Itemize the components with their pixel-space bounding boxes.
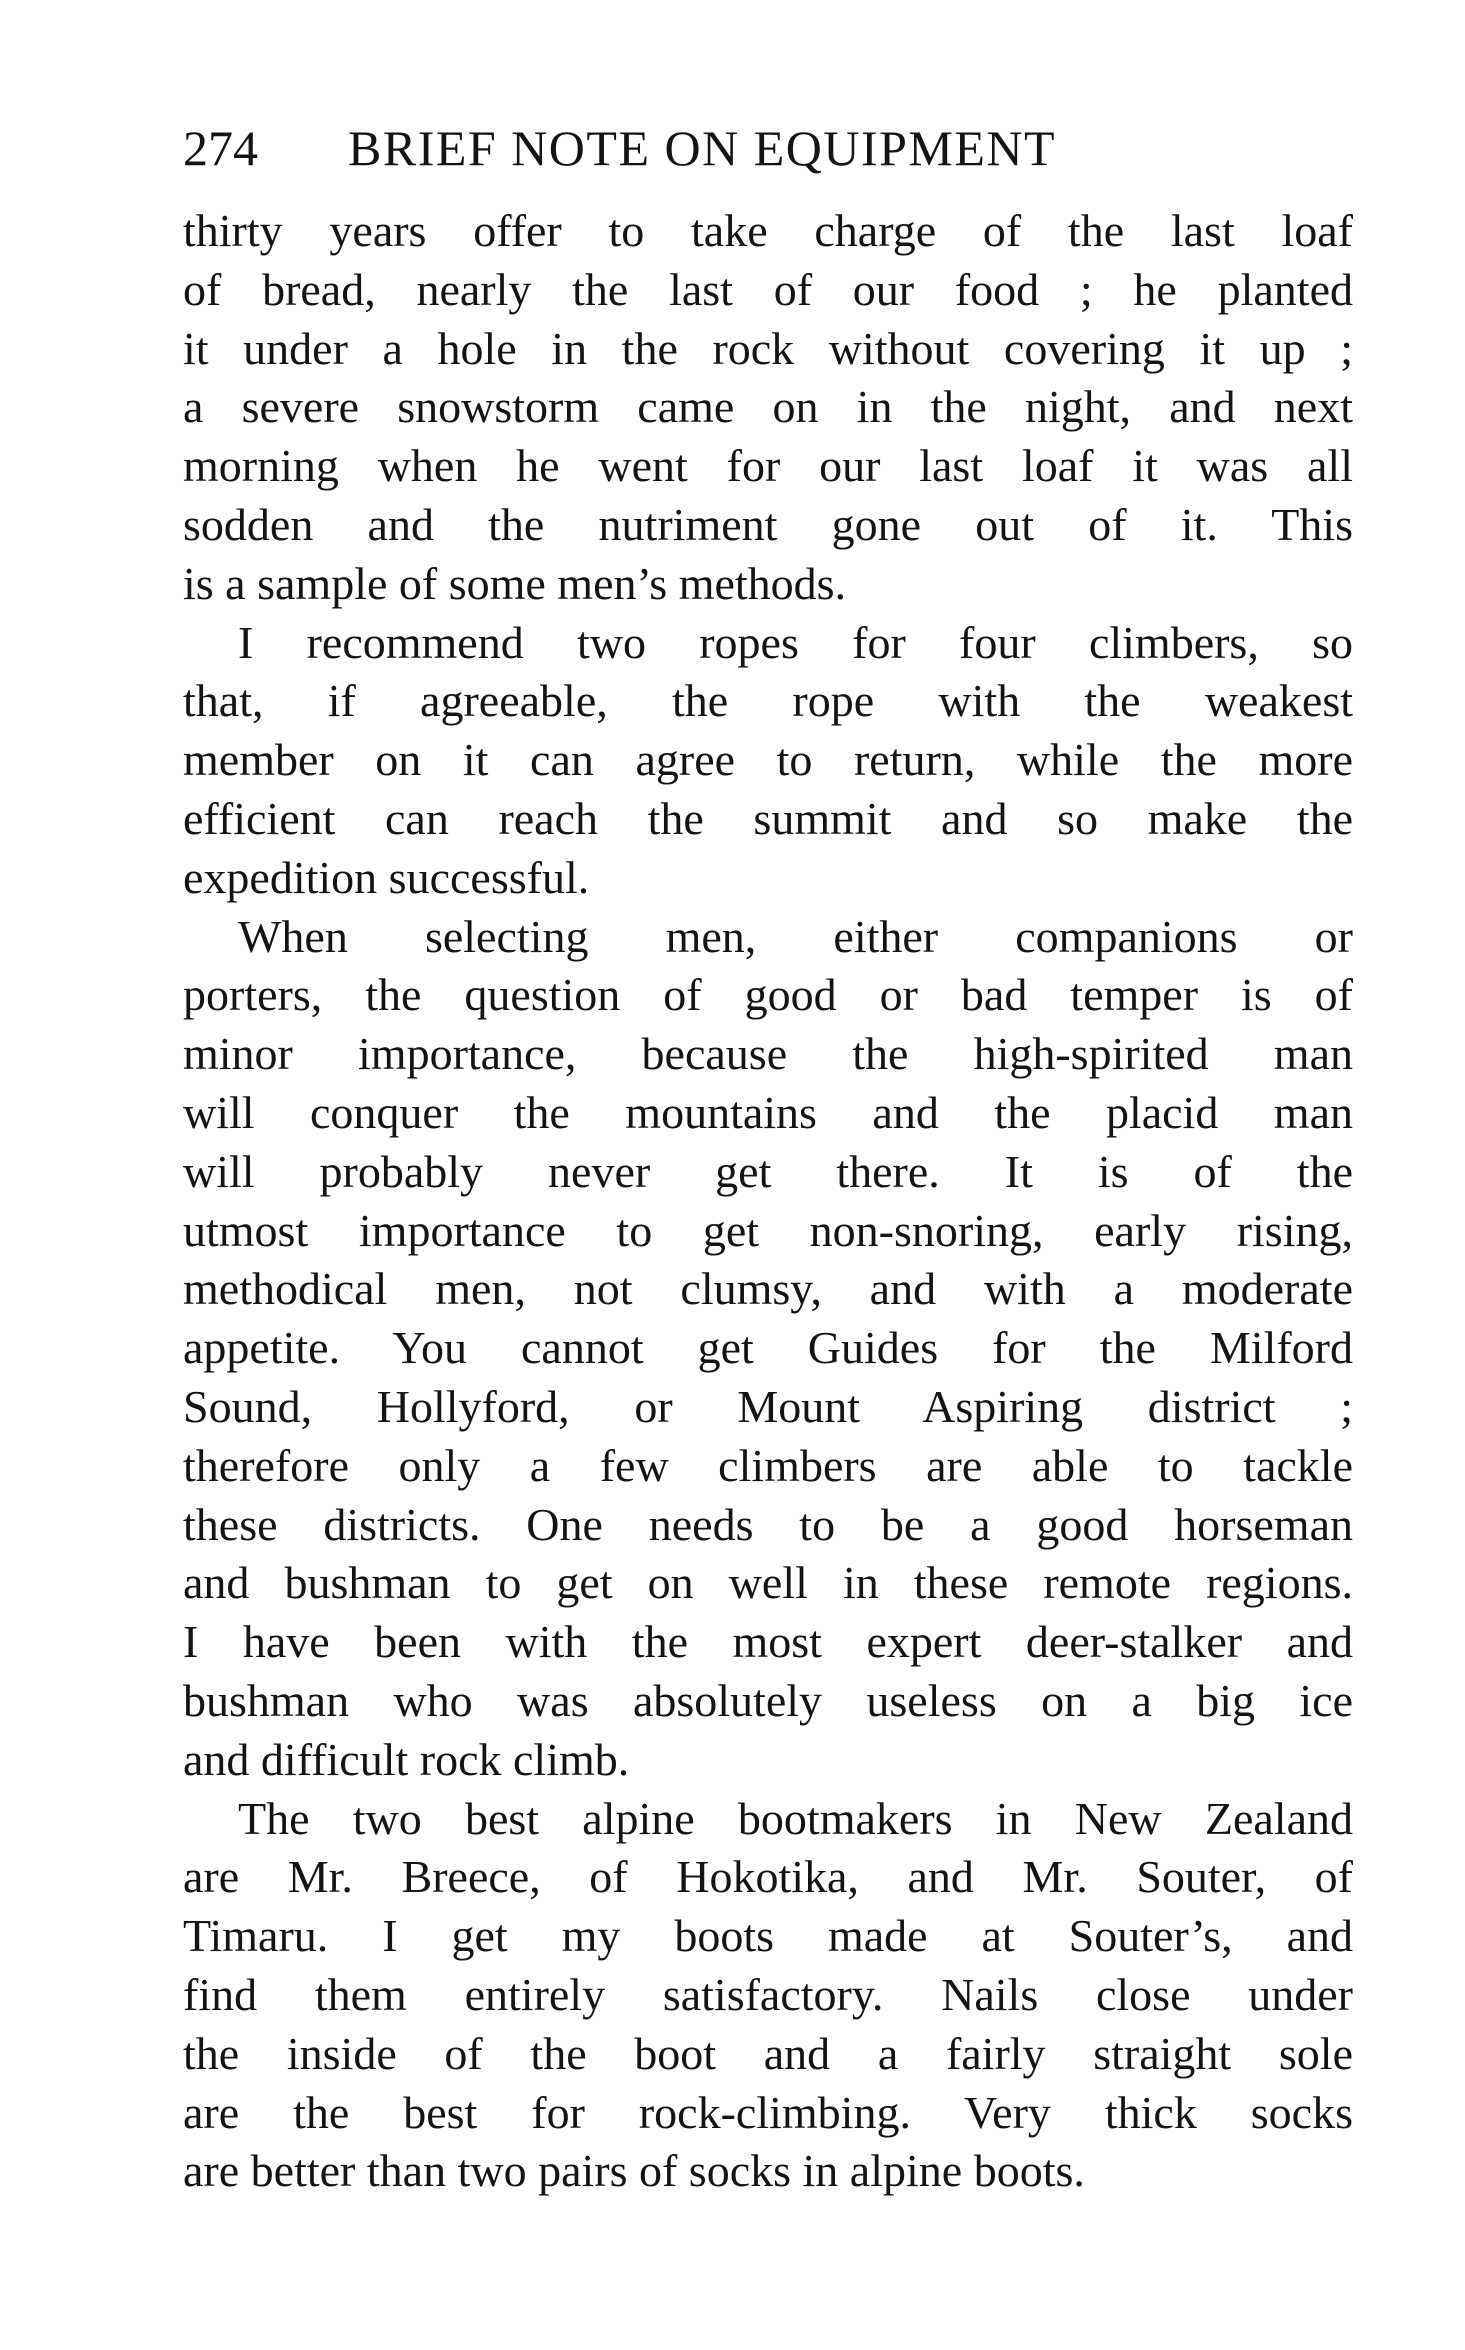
text-line: and difficult rock climb. bbox=[183, 1733, 630, 1785]
text-line: find them entirely satisfactory. Nails close under bbox=[183, 1968, 1353, 2020]
text-line: minor importance, because the high-spirited man bbox=[183, 1028, 1353, 1080]
text-line: the inside of the boot and a fairly straight sole bbox=[183, 2027, 1353, 2079]
paragraph bbox=[183, 908, 1353, 1790]
text-line: thirty years offer to take charge of the last loaf bbox=[183, 205, 1353, 256]
text-line: are better than two pairs of socks in alpine boots. bbox=[183, 2145, 1085, 2197]
text-line: are the best for rock-climbing. Very thick socks bbox=[183, 2086, 1353, 2138]
text-line: The two best alpine bootmakers in New Zealand bbox=[238, 1792, 1353, 1844]
text-line: Sound, Hollyford, or Mount Aspiring district ; bbox=[183, 1380, 1353, 1432]
text-line: I recommend two ropes for four climbers, so bbox=[238, 616, 1353, 668]
text-line: bushman who was absolutely useless on a big ice bbox=[183, 1674, 1353, 1726]
page-header bbox=[183, 118, 1353, 178]
text-line: is a sample of some men’s methods. bbox=[183, 557, 847, 609]
text-line: therefore only a few climbers are able to tackle bbox=[183, 1439, 1353, 1491]
paragraph bbox=[183, 614, 1353, 908]
text-line: are Mr. Breece, of Hokotika, and Mr. Souter, of bbox=[183, 1851, 1353, 1903]
text-line: porters, the question of good or bad temper is of bbox=[183, 969, 1353, 1021]
text-line: sodden and the nutriment gone out of it. This bbox=[183, 498, 1353, 550]
text-line: expedition successful. bbox=[183, 851, 590, 903]
text-line: efficient can reach the summit and so make the bbox=[183, 792, 1353, 844]
text-line: I have been with the most expert deer-stalker and bbox=[183, 1616, 1353, 1668]
text-line: morning when he went for our last loaf it was all bbox=[183, 440, 1353, 492]
text-line: methodical men, not clumsy, and with a moderate bbox=[183, 1263, 1353, 1315]
text-line: these districts. One needs to be a good horseman bbox=[183, 1498, 1353, 1550]
page-number: 274 bbox=[183, 120, 258, 176]
text-line: member on it can agree to return, while the more bbox=[183, 734, 1353, 786]
running-title: BRIEF NOTE ON EQUIPMENT bbox=[348, 120, 1057, 176]
text-line: it under a hole in the rock without covering it up ; bbox=[183, 322, 1353, 374]
text-line: of bread, nearly the last of our food ; he planted bbox=[183, 263, 1353, 315]
text-line: utmost importance to get non-snoring, early rising, bbox=[183, 1204, 1353, 1256]
body-text bbox=[183, 202, 1353, 2201]
text-line: and bushman to get on well in these remote regions. bbox=[183, 1557, 1353, 1609]
text-line: will probably never get there. It is of the bbox=[183, 1145, 1353, 1197]
text-line: appetite. You cannot get Guides for the Milford bbox=[183, 1322, 1353, 1374]
paragraph bbox=[183, 1790, 1353, 2202]
text-line: When selecting men, either companions or bbox=[238, 910, 1353, 962]
text-line: a severe snowstorm came on in the night, and next bbox=[183, 381, 1353, 433]
text-line: that, if agreeable, the rope with the weakest bbox=[183, 675, 1353, 727]
text-line: Timaru. I get my boots made at Souter’s, and bbox=[183, 1910, 1353, 1962]
paragraph bbox=[183, 202, 1353, 614]
text-line: will conquer the mountains and the placid man bbox=[183, 1086, 1353, 1138]
